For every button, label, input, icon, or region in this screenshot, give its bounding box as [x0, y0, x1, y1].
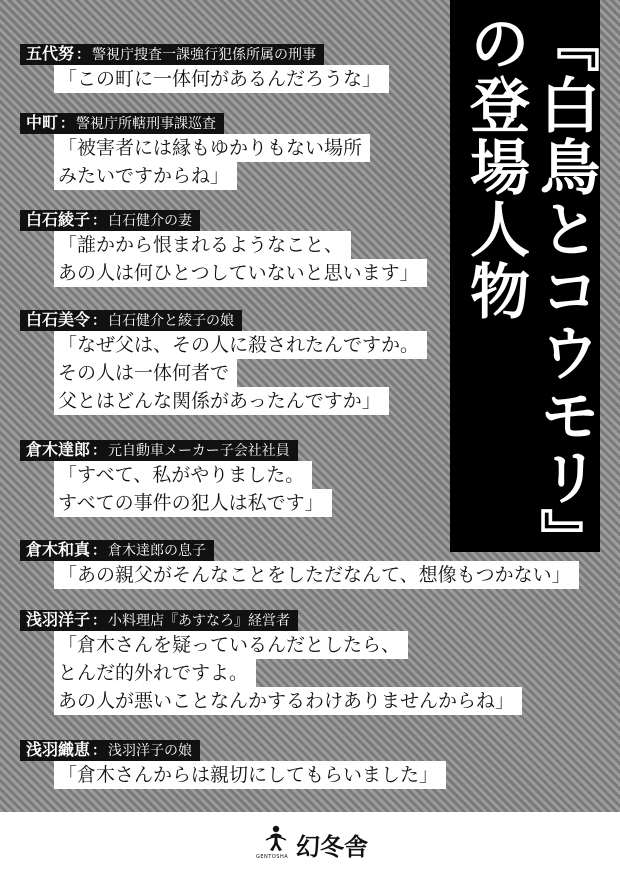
- character-entry: [20, 440, 332, 517]
- quote-line: 「あの親父がそんなことをしただなんて、想像もつかない」: [54, 561, 579, 589]
- character-entry: [20, 310, 427, 415]
- quote-line: 「なぜ父は、その人に殺されたんですか。: [54, 331, 427, 359]
- character-name-tag: [20, 310, 242, 331]
- character-role: 白石健介の妻: [108, 213, 193, 229]
- character-name: 倉木和真: [26, 540, 91, 559]
- publisher-logo: [256, 824, 368, 864]
- quote-line: すべての事件の犯人は私です」: [54, 489, 332, 517]
- character-name-tag: [20, 440, 298, 461]
- page-title: 『白鳥とコウモリ』の登場人物: [460, 12, 600, 540]
- name-separator: ：: [60, 116, 75, 132]
- character-role: 浅羽洋子の娘: [108, 743, 193, 759]
- name-separator: ：: [76, 47, 91, 63]
- footer: [0, 812, 620, 874]
- character-role: 小料理店『あすなろ』経営者: [108, 613, 291, 629]
- character-name-tag: [20, 210, 200, 231]
- name-separator: ：: [92, 213, 107, 229]
- character-role: 倉木達郎の息子: [108, 543, 207, 559]
- quote-line: みたいですからね」: [54, 162, 237, 190]
- gentosha-logo-icon: [256, 824, 290, 864]
- character-role: 白石健介と綾子の娘: [108, 313, 235, 329]
- name-separator: ：: [92, 743, 107, 759]
- quote-line: あの人が悪いことなんかするわけありませんからね」: [54, 687, 522, 715]
- character-name: 倉木達郎: [26, 440, 91, 459]
- quote-line: その人は一体何者で: [54, 359, 237, 387]
- character-name: 五代努: [26, 44, 75, 63]
- character-name-tag: [20, 113, 224, 134]
- quote-line: あの人は何ひとつしていないと思います」: [54, 259, 427, 287]
- character-entry: [20, 44, 389, 93]
- character-role: 警視庁所轄刑事課巡査: [76, 116, 217, 132]
- quote-line: 「倉木さんからは親切にしてもらいました」: [54, 761, 446, 789]
- character-name-tag: [20, 540, 214, 561]
- quote-line: 「被害者には縁もゆかりもない場所: [54, 134, 370, 162]
- figure-icon: [266, 824, 286, 852]
- character-name: 白石綾子: [26, 210, 91, 229]
- name-separator: ：: [92, 313, 107, 329]
- quote-line: 「この町に一体何があるんだろうな」: [54, 65, 389, 93]
- character-name: 浅羽織恵: [26, 740, 91, 759]
- character-name: 中町: [26, 113, 59, 132]
- character-entry: [20, 740, 446, 789]
- character-entry: [20, 113, 370, 190]
- character-role: 元自動車メーカー子会社社員: [108, 443, 290, 459]
- character-entry: [20, 210, 427, 287]
- title-box: [450, 0, 600, 552]
- quote-line: 「すべて、私がやりました。: [54, 461, 312, 489]
- character-name: 白石美令: [26, 310, 91, 329]
- quote-line: 父とはどんな関係があったんですか」: [54, 387, 389, 415]
- name-separator: ：: [92, 543, 107, 559]
- character-role: 警視庁捜査一課強行犯係所属の刑事: [92, 47, 317, 63]
- quote-line: とんだ的外れですよ。: [54, 659, 256, 687]
- name-separator: ：: [92, 613, 107, 629]
- publisher-logo-text: GENTOSHA: [256, 854, 289, 860]
- name-separator: ：: [92, 443, 107, 459]
- character-name-tag: [20, 740, 200, 761]
- character-entry: [20, 610, 522, 715]
- character-name-tag: [20, 610, 298, 631]
- quote-line: 「誰かから恨まれるようなこと、: [54, 231, 351, 259]
- publisher-name: 幻冬舎: [296, 831, 368, 861]
- quote-line: 「倉木さんを疑っているんだとしたら、: [54, 631, 408, 659]
- character-name-tag: [20, 44, 324, 65]
- character-name: 浅羽洋子: [26, 610, 91, 629]
